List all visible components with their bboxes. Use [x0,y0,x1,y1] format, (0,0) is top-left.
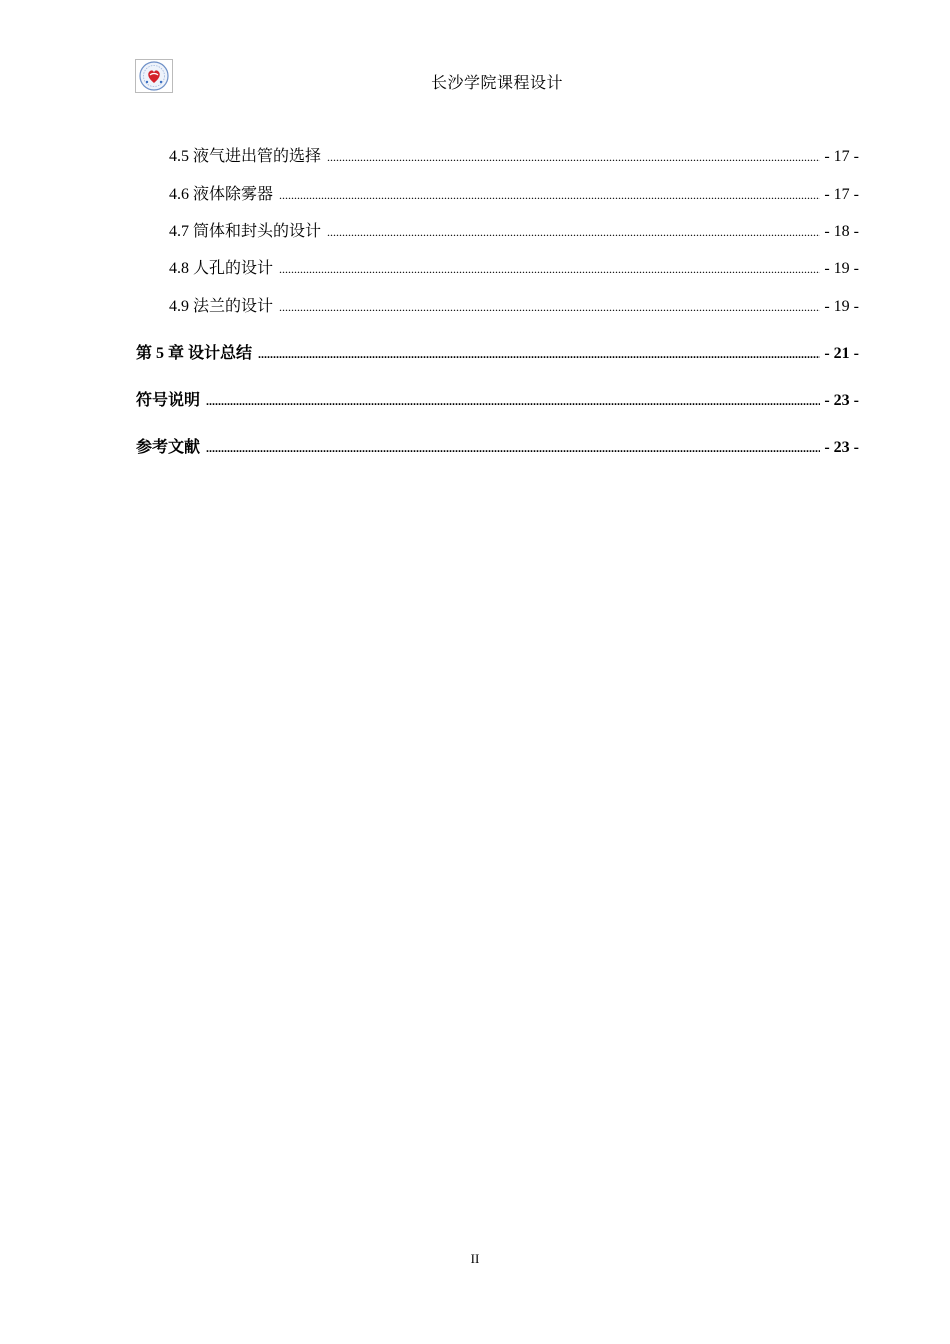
dot-leader [279,298,820,316]
dot-leader [206,392,820,410]
toc-entry-label: 4.5 液气进出管的选择 [169,148,322,165]
toc-entry-page: - 21 - [824,345,859,362]
header-title: 长沙学院课程设计 [430,75,563,92]
page-header [135,58,859,108]
toc-entry-label: 参考文献 [136,439,201,456]
dot-leader [327,148,820,166]
toc-entry-label: 4.8 人孔的设计 [169,260,274,277]
toc-entry-page: - 23 - [824,392,859,409]
dot-leader [206,439,820,457]
dot-leader [258,345,820,363]
toc-entry-page: - 17 - [824,148,859,165]
toc-entry-chapter-5[interactable] [136,340,859,363]
toc-entry-page: - 19 - [824,260,859,277]
dot-leader [327,223,820,241]
toc-entry-page: - 18 - [824,223,859,240]
dot-leader [279,186,820,204]
toc-entry-references[interactable] [136,434,859,457]
toc-entry-4-6[interactable] [169,181,859,204]
toc-entry-label: 符号说明 [136,392,201,409]
toc-entry-page: - 17 - [824,186,859,203]
footer-page-number: II [470,1251,480,1266]
toc-entry-label: 4.9 法兰的设计 [169,298,274,315]
toc-entry-4-7[interactable] [169,218,859,241]
toc-entry-4-9[interactable] [169,293,859,316]
dot-leader [279,260,820,278]
toc-entry-4-8[interactable] [169,255,859,278]
toc-entry-label: 4.6 液体除雾器 [169,186,274,203]
toc-entry-page: - 19 - [824,298,859,315]
toc-entry-page: - 23 - [824,439,859,456]
toc-entry-label: 4.7 筒体和封头的设计 [169,223,322,240]
toc-entry-4-5[interactable] [169,143,859,166]
toc-entry-label: 第 5 章 设计总结 [136,345,253,362]
toc-entry-symbols[interactable] [136,387,859,410]
